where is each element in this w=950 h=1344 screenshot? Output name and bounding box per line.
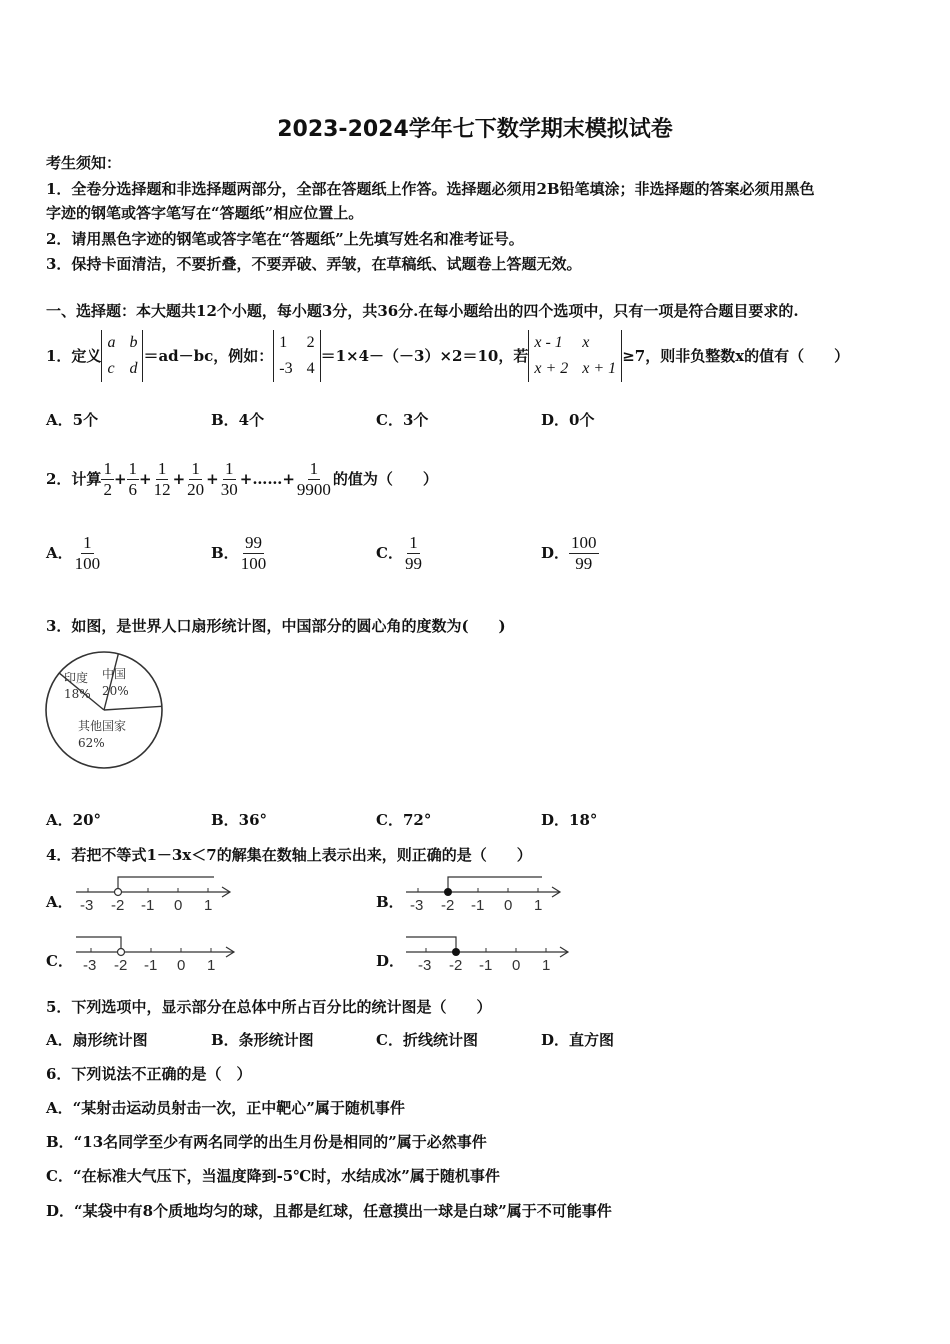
fraction-term: $\frac{1}{30}$ [220,458,238,499]
determinant-condition: x - 1 x x + 2 x + 1 [528,330,622,382]
fraction-term: $\frac{1}{20}$ [187,458,205,499]
notice-item: 2．请用黑色字迹的钢笔或答字笔在“答题纸”上先填写姓名和准考证号。 [46,230,524,248]
q5-option-d[interactable]: D．直方图 [541,1031,615,1049]
question-2: 2．计算 $\frac{1}{2}$ + $\frac{1}{6}$ + $\frac{1}{12}$ + $\frac{1}{20}$ + $\frac{1}{30}$ +……+ $\frac{1}{9900}$ 的值为（ ） [46,458,438,499]
section-heading: 一、选择题：本大题共12个小题，每小题3分，共36分.在每小题给出的四个选项中，只有一项是符合题目要求的. [46,302,799,320]
svg-text:0: 0 [512,957,521,974]
q3-option-a[interactable]: A．20° [46,811,102,829]
q2-option-a[interactable]: A． $\frac{1}{100}$ [46,532,101,573]
fraction-term: $\frac{1}{9900}$ [296,458,331,499]
q2-prefix: 2．计算 [46,470,102,488]
q2-suffix: 的值为（ ） [332,470,438,488]
svg-text:-2: -2 [441,897,455,914]
open-point [118,949,125,956]
fraction-term: $\frac{1}{2}$ [103,458,112,499]
q1-example-result: ＝1×4－（－3）×2＝10，若 [320,347,529,365]
pie-label-india-pct: 18% [64,687,91,701]
notice-item: 1．全卷分选择题和非选择题两部分，全部在答题纸上作答。选择题必须用2B铅笔填涂；非选择题的答案必须用黑色 [46,180,815,198]
svg-text:-2: -2 [111,897,125,914]
q5-option-b[interactable]: B．条形统计图 [211,1031,314,1049]
number-line-a[interactable] [72,872,242,918]
svg-text:-1: -1 [471,897,485,914]
q2-option-b[interactable]: B． $\frac{99}{100}$ [211,532,267,573]
fraction-term: $\frac{1}{6}$ [128,458,138,499]
pie-chart [40,648,170,774]
q6-option-c[interactable]: C．“在标准大气压下，当温度降到-5℃时，水结成冰”属于随机事件 [46,1167,500,1185]
q1-suffix: ≥7，则非负整数x的值有（ ） [622,347,850,365]
svg-text:-2: -2 [449,957,463,974]
svg-text:1: 1 [204,897,213,914]
q3-option-c[interactable]: C．72° [376,811,432,829]
question-3: 3．如图，是世界人口扇形统计图，中国部分的圆心角的度数为( ) [46,617,506,635]
pie-label-china: 中国 [102,667,127,681]
q1-option-c[interactable]: C．3个 [376,411,429,429]
q1-option-b[interactable]: B．4个 [211,411,265,429]
q5-option-c[interactable]: C．折线统计图 [376,1031,478,1049]
svg-text:1: 1 [534,897,543,914]
q2-option-c[interactable]: C． $\frac{1}{99}$ [376,532,422,573]
q4-option-a-label[interactable]: A． [46,893,73,911]
q6-option-a[interactable]: A．“某射击运动员射击一次，正中靶心”属于随机事件 [46,1099,405,1117]
closed-point [452,948,460,956]
q6-option-b[interactable]: B．“13名同学至少有两名同学的出生月份是相同的”属于必然事件 [46,1133,487,1151]
svg-text:-3: -3 [80,897,94,914]
question-4: 4．若把不等式1－3x＜7的解集在数轴上表示出来，则正确的是（ ） [46,846,532,864]
svg-text:-3: -3 [83,957,97,974]
q6-option-d[interactable]: D．“某袋中有8个质地均匀的球，且都是红球，任意摸出一球是白球”属于不可能事件 [46,1202,612,1220]
notice-heading: 考生须知： [46,154,122,172]
q2-option-d[interactable]: D． $\frac{100}{99}$ [541,532,597,573]
q2-ellipsis: +……+ [239,470,295,488]
svg-text:-2: -2 [114,957,128,974]
question-5: 5．下列选项中，显示部分在总体中所占百分比的统计图是（ ） [46,998,492,1016]
q3-option-b[interactable]: B．36° [211,811,268,829]
page-title: 2023-2024学年七下数学期末模拟试卷 [277,117,673,142]
q3-option-d[interactable]: D．18° [541,811,598,829]
q1-option-a[interactable]: A．5个 [46,411,99,429]
svg-text:0: 0 [177,957,186,974]
pie-label-other-pct: 62% [78,736,105,750]
fraction-term: $\frac{1}{12}$ [153,458,171,499]
q4-option-c-label[interactable]: C． [46,952,73,970]
q5-option-a[interactable]: A．扇形统计图 [46,1031,148,1049]
svg-text:-3: -3 [410,897,424,914]
determinant-abcd: a b c d [101,330,143,382]
number-line-d[interactable] [402,932,572,978]
notice-item: 字迹的钢笔或答字笔写在“答题纸”相应位置上。 [46,204,364,222]
closed-point [444,888,452,896]
determinant-example: 1 2 -3 4 [273,330,320,382]
svg-text:-1: -1 [144,957,158,974]
notice-item: 3．保持卡面清洁，不要折叠，不要弄破、弄皱，在草稿纸、试题卷上答题无效。 [46,255,582,273]
q4-option-d-label[interactable]: D． [376,952,405,970]
svg-text:0: 0 [174,897,183,914]
svg-text:0: 0 [504,897,513,914]
q1-option-d[interactable]: D．0个 [541,411,595,429]
pie-label-india: 印度 [64,671,89,685]
pie-label-other: 其他国家 [78,719,127,733]
q1-definition: ＝ad－bc，例如： [143,347,274,365]
svg-text:-1: -1 [479,957,493,974]
svg-text:-3: -3 [418,957,432,974]
pie-label-china-pct: 20% [102,684,129,698]
q1-prefix: 1．定义 [46,347,102,365]
svg-text:-1: -1 [141,897,155,914]
open-point [115,889,122,896]
svg-text:1: 1 [542,957,551,974]
question-6: 6．下列说法不正确的是（ ） [46,1065,252,1083]
svg-text:1: 1 [207,957,216,974]
number-line-c[interactable] [72,932,242,978]
number-line-b[interactable] [402,872,572,918]
question-1 [46,328,849,384]
q4-option-b-label[interactable]: B． [376,893,404,911]
